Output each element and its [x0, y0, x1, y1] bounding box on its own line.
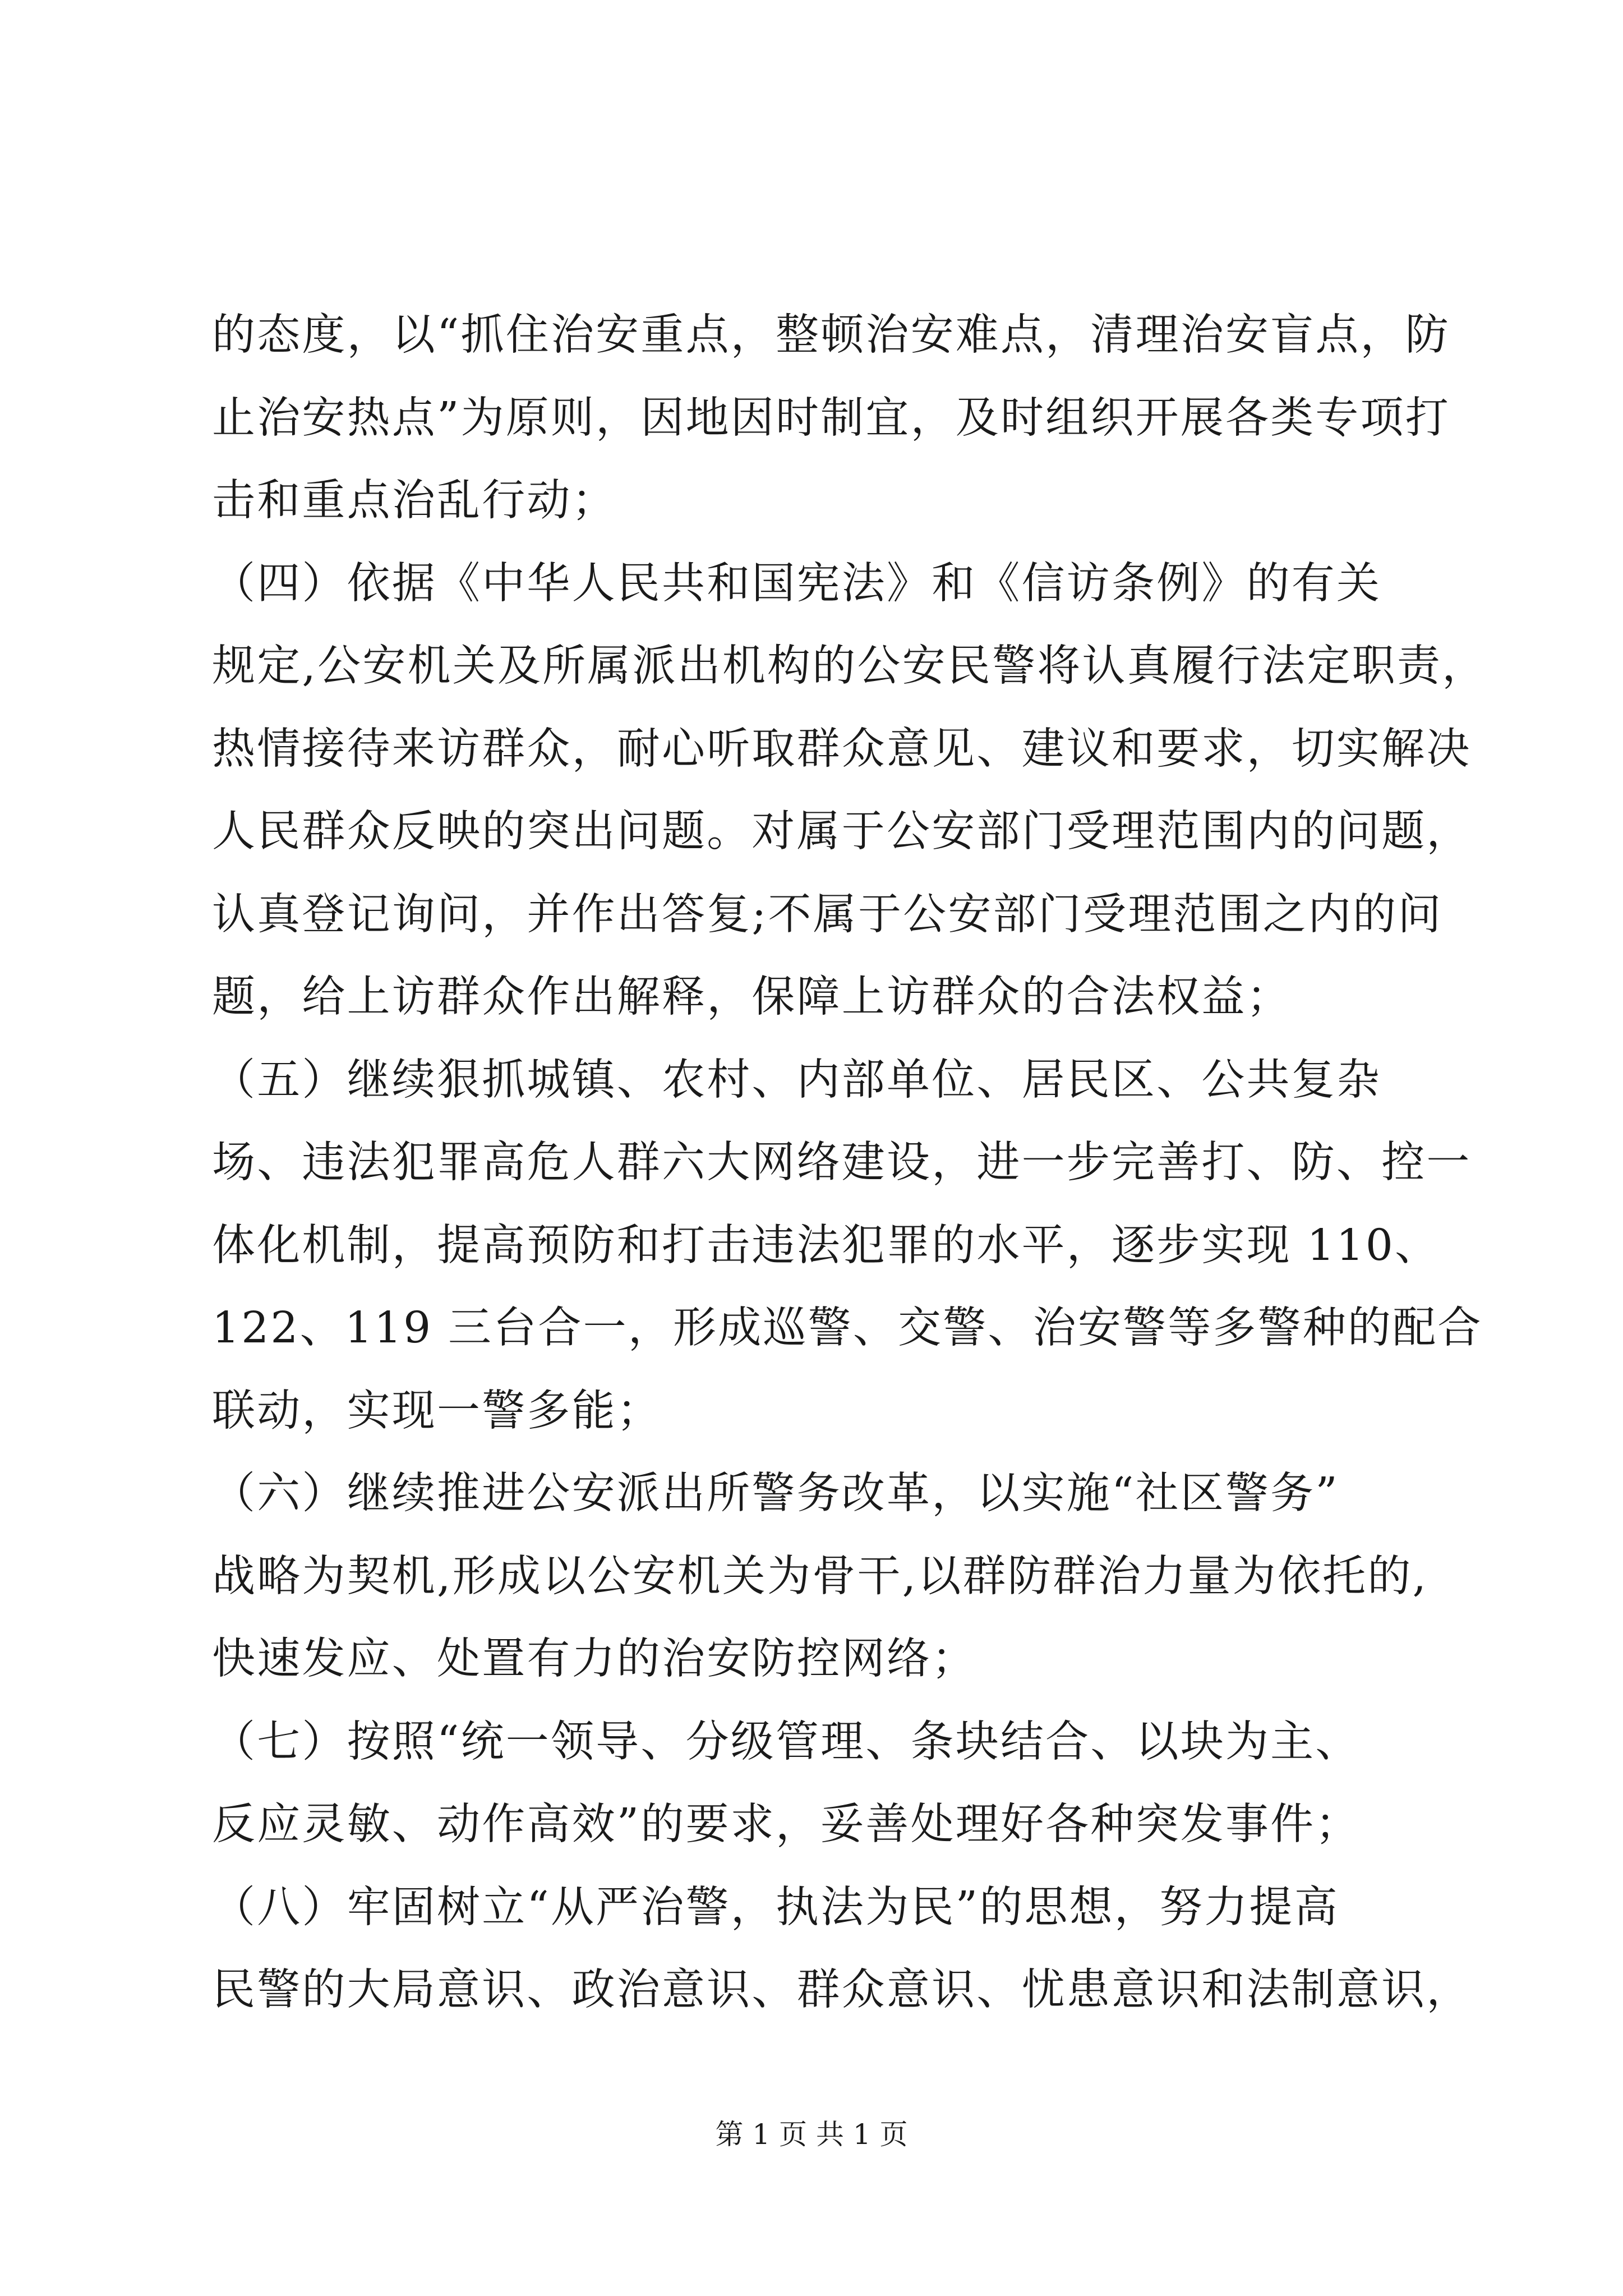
- body-text-line: 快速发应、处置有力的治安防控网络；: [212, 1634, 977, 1684]
- body-text-line: 民警的大局意识、政治意识、群众意识、忧患意识和法制意识，: [212, 1965, 1472, 2015]
- body-text-line: （六）继续推进公安派出所警务改革，以实施“社区警务”: [212, 1469, 1339, 1519]
- body-text-line: （八）牢固树立“从严治警，执法为民”的思想，努力提高: [212, 1883, 1339, 1932]
- page-footer: 第 1 页 共 1 页: [715, 2118, 908, 2151]
- body-text-line: 的态度，以“抓住治安重点，整顿治安难点，清理治安盲点，防: [212, 310, 1450, 360]
- body-text-line: （五）继续狠抓城镇、农村、内部单位、居民区、公共复杂: [212, 1055, 1382, 1105]
- body-text-line: 联动，实现一警多能；: [212, 1386, 662, 1436]
- body-text-line: 场、违法犯罪高危人群六大网络建设，进一步完善打、防、控一: [212, 1138, 1472, 1188]
- body-text-line: 反应灵敏、动作高效”的要求，妥善处理好各种突发事件；: [212, 1800, 1361, 1849]
- body-text-line: 122、119 三台合一，形成巡警、交警、治安警等多警种的配合: [212, 1303, 1483, 1353]
- body-text-line: 认真登记询问，并作出答复;不属于公安部门受理范围之内的问: [212, 890, 1443, 940]
- body-text-line: 击和重点治乱行动；: [212, 476, 617, 526]
- body-text-line: 规定,公安机关及所属派出机构的公安民警将认真履行法定职责，: [212, 641, 1487, 691]
- body-text-line: （四）依据《中华人民共和国宪法》和《信访条例》的有关: [212, 559, 1382, 609]
- body-text-line: 战略为契机,形成以公安机关为骨干,以群防群治力量为依托的,: [212, 1552, 1428, 1602]
- body-text-line: 热情接待来访群众，耐心听取群众意见、建议和要求，切实解决: [212, 724, 1472, 774]
- body-text-line: 题，给上访群众作出解释，保障上访群众的合法权益；: [212, 972, 1292, 1022]
- body-text-line: 体化机制，提高预防和打击违法犯罪的水平，逐步实现 110、: [212, 1221, 1440, 1271]
- body-text-line: （七）按照“统一领导、分级管理、条块结合、以块为主、: [212, 1717, 1361, 1767]
- body-text-line: 人民群众反映的突出问题。对属于公安部门受理范围内的问题，: [212, 807, 1472, 857]
- body-text-line: 止治安热点”为原则，因地因时制宜，及时组织开展各类专项打: [212, 393, 1450, 443]
